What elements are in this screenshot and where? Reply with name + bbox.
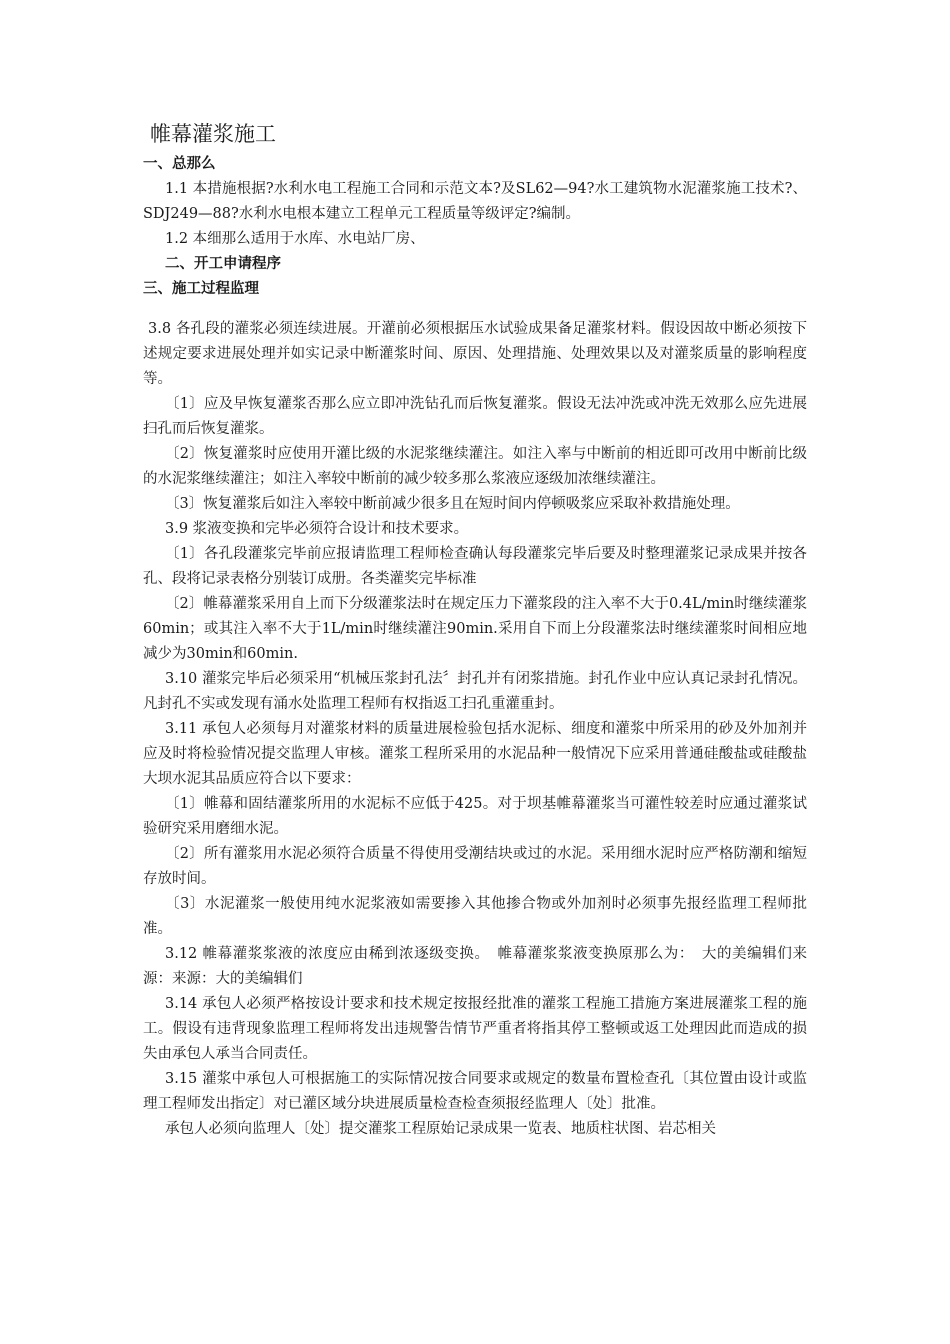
- body-paragraph: 〔1〕帷幕和固结灌浆所用的水泥标不应低于425。对于坝基帷幕灌浆当可灌性较差时应通过灌浆试验研究采用磨细水泥。: [143, 796, 807, 837]
- body-paragraph: 1.2 本细那么适用于水库、水电站厂房、: [165, 231, 425, 247]
- body-paragraph: 〔1〕应及早恢复灌浆否那么应立即冲洗钻孔而后恢复灌浆。假设无法冲洗或冲洗无效那么应先进展扫孔而后恢复灌浆。: [143, 396, 807, 437]
- document-body: [143, 116, 807, 1142]
- body-paragraph: 〔2〕所有灌浆用水泥必须符合质量不得使用受潮结块或过的水泥。采用细水泥时应严格防潮和缩短存放时间。: [143, 846, 807, 887]
- body-paragraph: 1.1 本措施根据?水利水电工程施工合同和示范文本?及SL62—94?水工建筑物水泥灌浆施工技术?、SDJ249—88?水利水电根本建立工程单元工程质量等级评定?编制。: [143, 181, 807, 222]
- body-paragraph: 3.11 承包人必须每月对灌浆材料的质量进展检验包括水泥标、细度和灌浆中所采用的砂及外加剂并应及时将检验情况提交监理人审核。灌浆工程所采用的水泥品种一般情况下应采用普通硅酸盐或硅酸盐大坝水泥其品质应符合以下要求：: [143, 721, 807, 787]
- body-paragraph: 〔2〕恢复灌浆时应使用开灌比级的水泥浆继续灌注。如注入率与中断前的相近即可改用中断前比级的水泥浆继续灌注；如注入率较中断前的减少较多那么浆液应逐级加浓继续灌注。: [143, 446, 807, 487]
- section-heading: 一、总那么: [143, 156, 216, 172]
- body-paragraph: 〔1〕各孔段灌浆完毕前应报请监理工程师检查确认每段灌浆完毕后要及时整理灌浆记录成果并按各孔、段将记录表格分别装订成册。各类灌奖完毕标准: [143, 546, 807, 587]
- section-spacer: [143, 302, 807, 317]
- body-paragraph: 〔3〕恢复灌浆后如注入率较中断前减少很多且在短时间内停顿吸浆应采取补救措施处理。: [165, 496, 740, 512]
- document-sections: [143, 152, 807, 1142]
- body-paragraph: 3.10 灌浆完毕后必须采用“机械压浆封孔法〞封孔并有闭浆措施。封孔作业中应认真记录封孔情况。凡封孔不实或发现有涌水处监理工程师有权指返工扫孔重灌重封。: [143, 671, 807, 712]
- body-paragraph: 3.9 浆液变换和完毕必须符合设计和技术要求。: [165, 521, 469, 537]
- document-title: 帷幕灌浆施工: [150, 122, 276, 146]
- section-heading: 三、施工过程监理: [143, 281, 259, 297]
- body-paragraph: 3.8 各孔段的灌浆必须连续进展。开灌前必须根据压水试验成果备足灌浆材料。假设因故中断必须按下述规定要求进展处理并如实记录中断灌浆时间、原因、处理措施、处理效果以及对灌浆质量的影响程度等。: [143, 321, 807, 387]
- body-paragraph: 3.12 帷幕灌浆浆液的浓度应由稀到浓逐级变换。 帷幕灌浆浆液变换原那么为： 大的美编辑们来源：来源：大的美编辑们: [143, 946, 807, 987]
- body-paragraph: 承包人必须向监理人〔处〕提交灌浆工程原始记录成果一览表、地质柱状图、岩芯相关: [165, 1121, 716, 1137]
- body-paragraph: 〔3〕水泥灌浆一般使用纯水泥浆液如需要掺入其他掺合物或外加剂时必须事先报经监理工程师批准。: [143, 896, 807, 937]
- body-paragraph: 3.14 承包人必须严格按设计要求和技术规定按报经批准的灌浆工程施工措施方案进展灌浆工程的施工。假设有违背现象监理工程师将发出违规警告情节严重者将指其停工整顿或返工处理因此而造成的损失由承包人承当合同责任。: [143, 996, 807, 1062]
- body-paragraph: 〔2〕帷幕灌浆采用自上而下分级灌浆法时在规定压力下灌浆段的注入率不大于0.4L/min时继续灌浆60min；或其注入率不大于1L/min时继续灌注90min.采用自下而上分段灌浆法时继续灌浆时间相应地减少为30min和60min.: [143, 596, 807, 662]
- section-heading: 二、开工申请程序: [165, 256, 281, 272]
- body-paragraph: 3.15 灌浆中承包人可根据施工的实际情况按合同要求或规定的数量布置检查孔〔其位置由设计或监理工程师发出指定〕对已灌区域分块进展质量检查检查须报经监理人〔处〕批准。: [143, 1071, 807, 1112]
